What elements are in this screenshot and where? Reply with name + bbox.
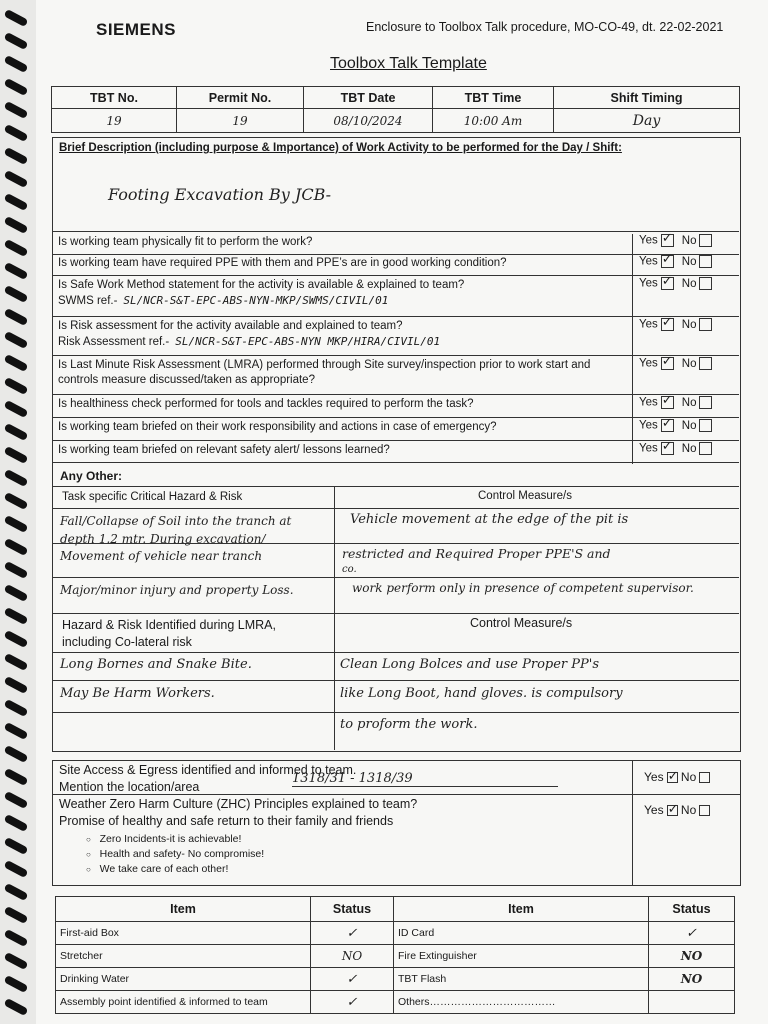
divider xyxy=(52,486,739,487)
page-title: Toolbox Talk Template xyxy=(330,55,487,72)
status-cell[interactable]: ✓ xyxy=(311,968,394,991)
spiral-ring xyxy=(4,193,29,211)
status-header: Status xyxy=(311,897,394,922)
reference-label: SWMS ref.- xyxy=(58,295,118,307)
yes-checkbox[interactable] xyxy=(661,396,674,409)
status-header: Status xyxy=(649,897,735,922)
divider xyxy=(52,613,739,614)
question-text: Is working team briefed on relevant safety alert/ lessons learned? xyxy=(58,444,390,456)
checklist-question-row xyxy=(52,355,739,395)
yes-checkbox[interactable] xyxy=(667,805,678,816)
no-checkbox[interactable] xyxy=(699,234,712,247)
yes-no-answer[interactable] xyxy=(632,442,737,464)
permit-no-header: Permit No. xyxy=(177,87,304,109)
no-checkbox[interactable] xyxy=(699,772,710,783)
yes-label: Yes xyxy=(639,419,658,432)
spiral-ring xyxy=(4,653,29,671)
location-label: Mention the location/area xyxy=(59,780,200,794)
brief-description-value[interactable]: Footing Excavation By JCB- xyxy=(108,185,332,204)
hazard-2[interactable]: Movement of vehicle near tranch xyxy=(60,549,263,563)
spiral-ring xyxy=(4,124,29,142)
enclosure-note: Enclosure to Toolbox Talk procedure, MO-CO-49, dt. 22-02-2021 xyxy=(366,20,724,34)
item-cell: Drinking Water xyxy=(56,968,311,991)
spiral-ring xyxy=(4,170,29,188)
divider xyxy=(52,712,739,713)
lmra-control-3[interactable]: to proform the work. xyxy=(340,717,478,732)
spiral-ring xyxy=(4,791,29,809)
spiral-ring xyxy=(4,262,29,280)
item-header: Item xyxy=(394,897,649,922)
no-label: No xyxy=(680,770,697,784)
spiral-ring xyxy=(4,446,29,464)
tbt-date-value[interactable]: 08/10/2024 xyxy=(304,109,433,133)
spiral-binding xyxy=(0,0,36,1024)
question-text: Is Last Minute Risk Assessment (LMRA) performed through Site survey/inspection prior to work start and controls measure discussed/taken as appropriate? xyxy=(58,359,591,386)
reference-label: Risk Assessment ref.- xyxy=(58,336,170,348)
spiral-ring xyxy=(4,469,29,487)
no-checkbox[interactable] xyxy=(699,396,712,409)
no-label: No xyxy=(681,277,697,290)
spiral-ring xyxy=(4,722,29,740)
shift-timing-value[interactable]: Day xyxy=(554,109,740,133)
yes-label: Yes xyxy=(639,357,658,370)
spiral-ring xyxy=(4,147,29,165)
checklist-question-row xyxy=(52,394,739,418)
status-cell[interactable]: ✓ xyxy=(311,991,394,1014)
siemens-logo: SIEMENS xyxy=(96,20,177,39)
status-cell[interactable]: ✓ xyxy=(311,922,394,945)
spiral-ring xyxy=(4,561,29,579)
weather-yes-no[interactable] xyxy=(644,803,710,817)
checklist-question-row xyxy=(52,417,739,441)
no-checkbox[interactable] xyxy=(699,277,712,290)
item-cell: ID Card xyxy=(394,922,649,945)
yes-checkbox[interactable] xyxy=(661,357,674,370)
spiral-ring xyxy=(4,676,29,694)
question-text: Is working team briefed on their work responsibility and actions in case of emergency? xyxy=(58,421,497,433)
spiral-ring xyxy=(4,630,29,648)
bullet-item: ○ We take care of each other! xyxy=(86,863,229,875)
spiral-ring xyxy=(4,377,29,395)
lmra-hazard-1[interactable]: Long Bornes and Snake Bite. xyxy=(60,657,252,672)
control-2[interactable]: restricted and Required Proper PPE'S and xyxy=(342,546,611,561)
no-label: No xyxy=(681,357,697,370)
item-cell: First-aid Box xyxy=(56,922,311,945)
spiral-ring xyxy=(4,308,29,326)
divider xyxy=(52,508,739,509)
spiral-ring xyxy=(4,9,29,27)
yes-label: Yes xyxy=(639,277,658,290)
item-cell: Others……………………………… xyxy=(394,991,649,1014)
no-label: No xyxy=(681,234,697,247)
reference-line xyxy=(58,335,440,348)
tbt-time-header: TBT Time xyxy=(433,87,554,109)
checklist-question-row xyxy=(52,440,739,463)
hazard-1[interactable]: Fall/Collapse of Soil into the tranch at depth 1.2 mtr. During excavation/ xyxy=(60,514,292,546)
permit-no-value[interactable]: 19 xyxy=(177,109,304,133)
spiral-ring xyxy=(4,515,29,533)
no-label: No xyxy=(681,255,697,268)
spiral-ring xyxy=(4,952,29,970)
no-checkbox[interactable] xyxy=(699,419,712,432)
item-cell: TBT Flash xyxy=(394,968,649,991)
spiral-ring xyxy=(4,78,29,96)
spiral-ring xyxy=(4,837,29,855)
spiral-ring xyxy=(4,216,29,234)
yes-checkbox[interactable] xyxy=(667,772,678,783)
zhc-bullet-list xyxy=(86,832,264,877)
spiral-ring xyxy=(4,538,29,556)
reference-value[interactable]: SL/NCR-S&T-EPC-ABS-NYN MKP/HIRA/CIVIL/01 xyxy=(175,335,441,348)
checklist-question-row xyxy=(52,316,739,356)
spiral-ring xyxy=(4,101,29,119)
divider xyxy=(52,577,739,578)
yes-label: Yes xyxy=(639,255,658,268)
item-cell: Stretcher xyxy=(56,945,311,968)
no-label: No xyxy=(680,803,697,817)
no-label: No xyxy=(681,318,697,331)
reference-value[interactable]: SL/NCR-S&T-EPC-ABS-NYN-MKP/SWMS/CIVIL/01 xyxy=(123,294,389,307)
reference-line xyxy=(58,294,388,307)
tbt-no-value[interactable]: 19 xyxy=(52,109,177,133)
question-text: Is working team have required PPE with them and PPE’s are in good working condition? xyxy=(58,257,507,269)
spiral-ring xyxy=(4,492,29,510)
no-checkbox[interactable] xyxy=(699,442,712,455)
spiral-ring xyxy=(4,32,29,50)
spiral-ring xyxy=(4,239,29,257)
no-checkbox[interactable] xyxy=(699,357,712,370)
item-cell: Fire Extinguisher xyxy=(394,945,649,968)
yes-checkbox[interactable] xyxy=(661,419,674,432)
spiral-ring xyxy=(4,883,29,901)
spiral-ring xyxy=(4,584,29,602)
question-text: Is working team physically fit to perform the work? xyxy=(58,236,313,248)
item-cell: Assembly point identified & informed to team xyxy=(56,991,311,1014)
yes-no-answer[interactable] xyxy=(632,255,737,277)
status-cell[interactable] xyxy=(649,991,735,1014)
yes-no-answer[interactable] xyxy=(632,277,737,318)
no-checkbox[interactable] xyxy=(699,805,710,816)
spiral-ring xyxy=(4,400,29,418)
yes-checkbox[interactable] xyxy=(661,255,674,268)
bullet-item: ○ Health and safety- No compromise! xyxy=(86,848,265,860)
spiral-ring xyxy=(4,55,29,73)
control-header: Control Measure/s xyxy=(478,490,572,502)
spiral-ring xyxy=(4,745,29,763)
no-label: No xyxy=(681,396,697,409)
divider xyxy=(52,652,739,653)
weather-label: Weather Zero Harm Culture (ZHC) Principles explained to team? xyxy=(59,797,418,811)
spiral-ring xyxy=(4,929,29,947)
yes-no-answer[interactable] xyxy=(632,396,737,419)
spiral-ring xyxy=(4,607,29,625)
tbt-info-table xyxy=(51,86,740,133)
status-cell[interactable]: NO xyxy=(649,968,735,991)
divider xyxy=(52,794,740,795)
spiral-ring xyxy=(4,814,29,832)
spiral-ring xyxy=(4,768,29,786)
no-label: No xyxy=(681,419,697,432)
spiral-ring xyxy=(4,975,29,993)
hazard-3[interactable]: Major/minor injury and property Loss. xyxy=(60,583,294,597)
yes-label: Yes xyxy=(639,234,658,247)
tbt-no-header: TBT No. xyxy=(52,87,177,109)
yes-checkbox[interactable] xyxy=(661,277,674,290)
any-other-label: Any Other: xyxy=(60,469,123,483)
spiral-ring xyxy=(4,331,29,349)
lmra-control-1[interactable]: Clean Long Bolces and use Proper PP's xyxy=(340,657,599,672)
control-3[interactable]: co. xyxy=(342,564,357,575)
site-access-yes-no[interactable] xyxy=(644,770,710,784)
yes-label: Yes xyxy=(639,318,658,331)
yes-label: Yes xyxy=(639,396,658,409)
yes-label: Yes xyxy=(639,442,658,455)
spiral-ring xyxy=(4,423,29,441)
yes-checkbox[interactable] xyxy=(661,318,674,331)
status-cell[interactable]: NO xyxy=(649,945,735,968)
lmra-control-2[interactable]: like Long Boot, hand gloves. is compulsory xyxy=(340,686,623,701)
column-divider xyxy=(334,486,335,750)
item-header: Item xyxy=(56,897,311,922)
no-label: No xyxy=(681,442,697,455)
no-checkbox[interactable] xyxy=(699,255,712,268)
location-value[interactable]: 1318/31 - 1318/39 xyxy=(292,771,558,787)
tbt-time-value[interactable]: 10:00 Am xyxy=(433,109,554,133)
yes-label: Yes xyxy=(644,770,664,784)
yes-checkbox[interactable] xyxy=(661,234,674,247)
bullet-item: ○ Zero Incidents-it is achievable! xyxy=(86,833,242,845)
spiral-ring xyxy=(4,354,29,372)
yes-checkbox[interactable] xyxy=(661,442,674,455)
yes-no-answer[interactable] xyxy=(632,419,737,442)
status-cell[interactable]: NO xyxy=(311,945,394,968)
spiral-ring xyxy=(4,285,29,303)
question-text: Is Safe Work Method statement for the activity is available & explained to team? xyxy=(58,279,465,291)
checklist-question-row xyxy=(52,275,739,317)
promise-label: Promise of healthy and safe return to their family and friends xyxy=(59,814,394,828)
spiral-ring xyxy=(4,906,29,924)
yes-no-answer[interactable] xyxy=(632,357,737,396)
spiral-ring xyxy=(4,860,29,878)
status-cell[interactable]: ✓ xyxy=(649,922,735,945)
yes-no-answer[interactable] xyxy=(632,318,737,357)
no-checkbox[interactable] xyxy=(699,318,712,331)
divider xyxy=(52,543,739,544)
question-text: Is healthiness check performed for tools and tackles required to perform the task? xyxy=(58,398,474,410)
shift-timing-header: Shift Timing xyxy=(554,87,740,109)
lmra-control-header: Control Measure/s xyxy=(470,616,573,630)
checklist-question-row xyxy=(52,231,739,255)
tbt-date-header: TBT Date xyxy=(304,87,433,109)
spiral-ring xyxy=(4,998,29,1016)
yes-label: Yes xyxy=(644,803,664,817)
control-1[interactable]: Vehicle movement at the edge of the pit is xyxy=(350,512,629,527)
checklist-question-row xyxy=(52,253,739,276)
column-divider xyxy=(632,760,633,885)
spiral-ring xyxy=(4,699,29,717)
lmra-header: Hazard & Risk Identified during LMRA, including Co-lateral risk xyxy=(62,618,276,649)
control-4[interactable]: work perform only in presence of competent supervisor. xyxy=(352,581,694,595)
brief-description-label: Brief Description (including purpose & Importance) of Work Activity to be performed for the Day / Shift: xyxy=(59,142,622,154)
site-access-label: Site Access & Egress identified and informed to team. xyxy=(59,763,357,777)
lmra-hazard-2[interactable]: May Be Harm Workers. xyxy=(60,686,215,701)
hazard-header: Task specific Critical Hazard & Risk xyxy=(62,491,243,503)
divider xyxy=(52,680,739,681)
items-table xyxy=(55,896,735,1014)
question-text: Is Risk assessment for the activity available and explained to team? xyxy=(58,320,403,332)
